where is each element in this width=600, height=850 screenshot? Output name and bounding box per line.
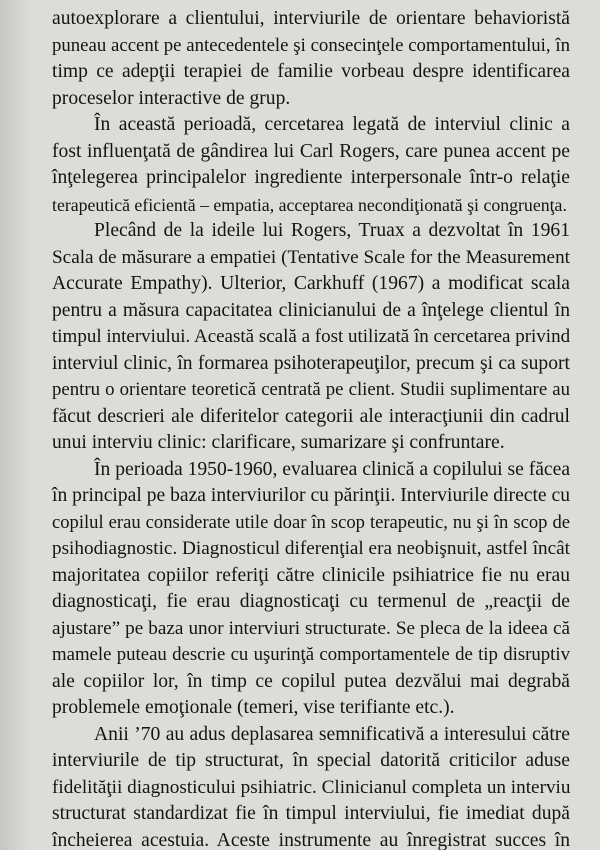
paragraph [52, 6, 570, 112]
text-line: pentru o orientare teoretică centrată pe client. Studii suplimentare au [52, 379, 570, 400]
text-line: interviul clinic, în formarea psihoterapeuţilor, precum şi ca suport [52, 352, 570, 374]
text-line: terapeutică eficientă – empatia, acceptarea necondiţionată şi congruenţa. [52, 194, 567, 215]
text-line: timp ce adepţii terapiei de familie vorbeau despre identificarea [52, 61, 570, 82]
text-line: structurat standardizat fie în timpul interviului, fie imediat după [52, 803, 570, 824]
text-line: Accurate Empathy). Ulterior, Carkhuff (1967) a modificat scala [52, 273, 570, 294]
text-line: în principal pe baza interviurilor cu părinţii. Interviurile directe cu [52, 485, 570, 506]
text-line: În perioada 1950-1960, evaluarea clinică a copilului se făcea [94, 458, 571, 480]
text-line: făcut descrieri ale diferitelor categorii ale interacţiunii din cadrul [52, 405, 570, 427]
text-line: În această perioadă, cercetarea legată de interviul clinic a [94, 114, 570, 135]
text-line: fost influenţată de gândirea lui Carl Rogers, care punea accent pe [52, 140, 570, 162]
text-line: Plecând de la ideile lui Rogers, Truax a dezvoltat în 1961 [94, 220, 570, 241]
text-line: Scala de măsurare a empatiei (Tentative Scale for the Measurement [52, 246, 570, 268]
text-line: interviurile de tip structurat, în special datorită criticilor aduse [52, 750, 570, 771]
text-line: ajustare” pe baza unor interviuri structurate. Se pleca de la ideea că [52, 617, 570, 639]
text-line: fidelităţii diagnosticului psihiatric. Clinicianul completa un interviu [52, 776, 571, 798]
text-line: ale copiilor lor, în timp ce copilul putea dezvălui mai degrabă [52, 670, 570, 692]
text-line: timpul interviului. Această scală a fost utilizată în cercetarea privind [52, 326, 571, 347]
text-line: diagnosticaţi, fie erau diagnosticaţi cu termenul de „reacţii de [52, 591, 570, 612]
text-line: majoritatea copiilor referiţi către clinicile psihiatrice fie nu erau [52, 564, 570, 586]
paragraph [52, 722, 570, 850]
text-line: unui interviu clinic: clarificare, sumarizare şi confruntare. [52, 432, 505, 453]
text-line: Anii ’70 au adus deplasarea semnificativă a interesului către [94, 723, 570, 745]
text-line: puneau accent pe antecedentele şi consecinţele comportamentului, în [52, 34, 570, 56]
text-line: înţelegerea principalelor ingrediente interpersonale într-o relaţie [52, 167, 570, 188]
text-line: încheierea acestuia. Aceste instrumente au înregistrat succes în [52, 829, 570, 850]
text-line: problemele emoţionale (temeri, vise terifiante etc.). [52, 697, 455, 718]
text-line: proceselor interactive de grup. [52, 87, 291, 109]
paragraph [52, 218, 570, 457]
text-line: copilul erau considerate utile doar în scop terapeutic, nu şi în scop de [52, 511, 570, 533]
text-line: mamele puteau descrie cu uşurinţă comportamentele de tip disruptiv [52, 644, 570, 665]
text-line: pentru a măsura capacitatea clinicianului de a înţelege clientul în [52, 299, 570, 321]
text-line: autoexplorare a clientului, interviurile de orientare behavioristă [52, 8, 570, 29]
text-line: psihodiagnostic. Diagnosticul diferenţial era neobişnuit, astfel încât [52, 538, 570, 559]
paragraph [52, 112, 570, 218]
paragraph [52, 457, 570, 722]
